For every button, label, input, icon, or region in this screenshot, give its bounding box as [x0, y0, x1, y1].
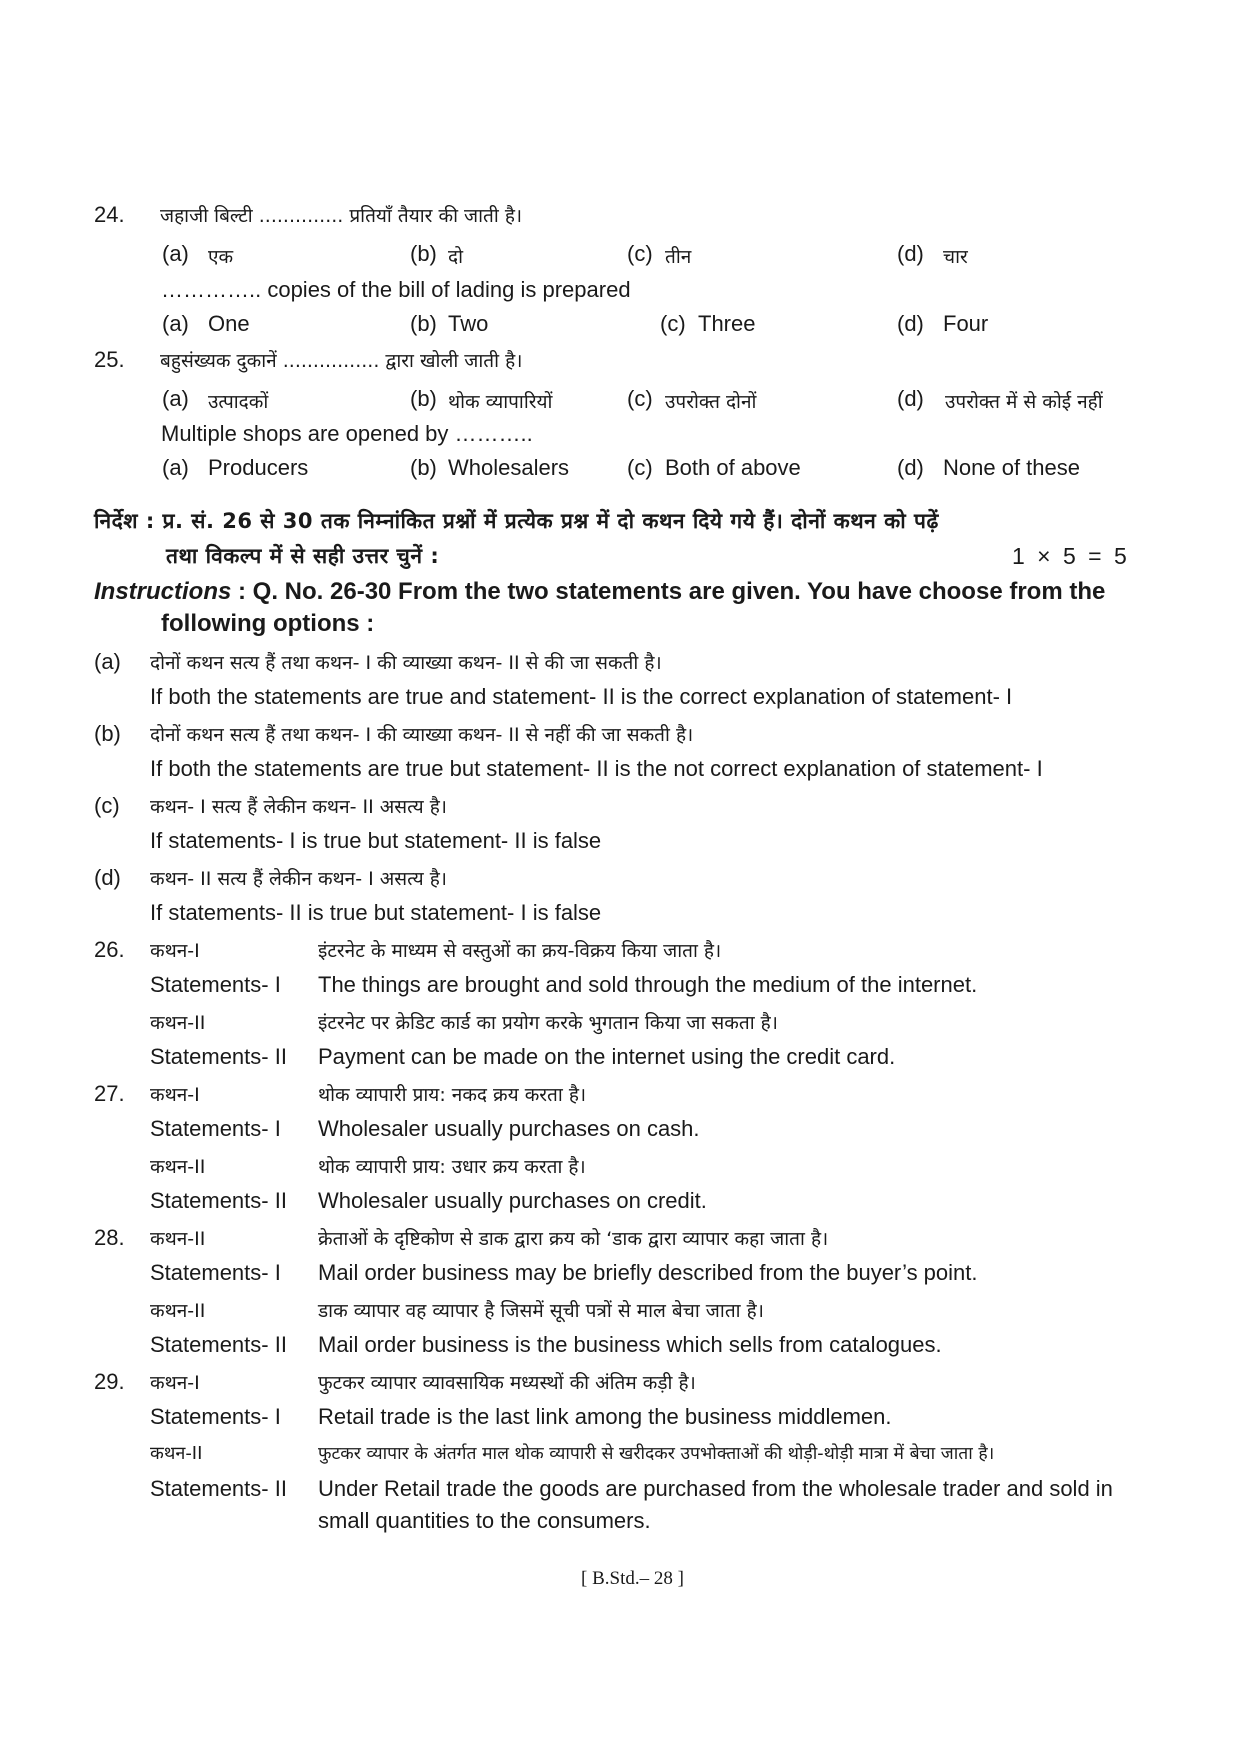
page-footer: [ B.Std.– 28 ]	[581, 1568, 684, 1589]
option-text-english: One	[208, 311, 250, 336]
option-text-hindi: तीन	[665, 246, 692, 268]
option-label: (a)	[162, 386, 189, 411]
statement-1-label-english: Statements- I	[150, 972, 281, 997]
statement-2-hindi: फुटकर व्यापार के अंतर्गत माल थोक व्यापारी से खरीदकर उपभोक्ताओं की थोड़ी-थोड़ी मात्रा में बेचा जाता है।	[318, 1444, 995, 1464]
option-text-hindi: चार	[943, 246, 968, 268]
answer-option-english: If both the statements are true and statement- II is the correct explanation of statement- I	[150, 684, 1013, 709]
statement-2-hindi: इंटरनेट पर क्रेडिट कार्ड का प्रयोग करके भुगतान किया जा सकता है।	[318, 1012, 778, 1034]
answer-option-label: (d)	[94, 865, 121, 890]
statement-1-hindi: थोक व्यापारी प्राय: नकद क्रय करता है।	[318, 1084, 587, 1106]
statement-2-english: Payment can be made on the internet using the credit card.	[318, 1044, 896, 1069]
question-number: 24.	[94, 202, 125, 227]
answer-option-hindi: दोनों कथन सत्य हैं तथा कथन- I की व्याख्या कथन- II से की जा सकती है।	[150, 652, 662, 674]
answer-option-hindi: कथन- I सत्य हैं लेकीन कथन- II असत्य है।	[150, 796, 447, 818]
instructions-label: Instructions	[94, 578, 232, 605]
instructions-line-1	[94, 578, 1105, 606]
statement-1-label-english: Statements- I	[150, 1260, 281, 1285]
statement-2-english: Wholesaler usually purchases on credit.	[318, 1188, 707, 1213]
question-number: 27.	[94, 1081, 125, 1106]
statement-1-english: Mail order business may be briefly described from the buyer’s point.	[318, 1260, 978, 1285]
question-number: 25.	[94, 347, 125, 372]
statement-1-label-hindi: कथन-I	[150, 1372, 200, 1394]
statement-1-label-english: Statements- I	[150, 1404, 281, 1429]
option-text-hindi: उत्पादकों	[208, 391, 269, 413]
option-text-hindi: दो	[448, 246, 464, 268]
statement-1-label-hindi: कथन-II	[150, 1228, 206, 1250]
question-text-english: Multiple shops are opened by ………..	[161, 421, 533, 446]
statement-2-label-hindi: कथन-II	[150, 1156, 206, 1178]
option-label: (c)	[627, 386, 653, 411]
statement-2-label-english: Statements- II	[150, 1476, 287, 1501]
option-label: (c)	[627, 241, 653, 266]
option-label: (c)	[660, 311, 686, 336]
statement-2-label-english: Statements- II	[150, 1332, 287, 1357]
answer-option-hindi: कथन- II सत्य हैं लेकीन कथन- I असत्य है।	[150, 868, 447, 890]
answer-option-english: If both the statements are true but statement- II is the not correct explanation of statement- I	[150, 756, 1043, 781]
marks-allocation: 1 × 5 = 5	[1012, 543, 1130, 569]
statement-1-english: The things are brought and sold through the medium of the internet.	[318, 972, 978, 997]
statement-1-label-hindi: कथन-I	[150, 940, 200, 962]
statement-2-label-hindi: कथन-II	[150, 1443, 203, 1464]
statement-1-hindi: फुटकर व्यापार व्यावसायिक मध्यस्थों की अंतिम कड़ी है।	[318, 1372, 696, 1394]
statement-2-english: Under Retail trade the goods are purchased from the wholesale trader and sold in	[318, 1476, 1113, 1501]
option-label: (b)	[410, 241, 437, 266]
option-text-english: Two	[448, 311, 489, 336]
option-text-hindi: उपरोक्त में से कोई नहीं	[945, 391, 1103, 413]
statement-1-label-english: Statements- I	[150, 1116, 281, 1141]
option-label: (c)	[627, 455, 653, 480]
question-text-english: ………….. copies of the bill of lading is prepared	[161, 277, 631, 302]
option-label: (d)	[897, 386, 924, 411]
answer-option-english: If statements- I is true but statement- II is false	[150, 828, 602, 853]
option-label: (d)	[897, 455, 924, 480]
option-text-hindi: एक	[208, 246, 234, 268]
question-number: 28.	[94, 1225, 125, 1250]
statement-2-label-hindi: कथन-II	[150, 1012, 206, 1034]
directions-line-1: निर्देश : प्र. सं. 26 से 30 तक निम्नांकित प्रश्नों में प्रत्येक प्रश्न में दो कथन दिये गये हैं। दोनों कथन को पढ़ें	[94, 509, 939, 533]
option-text-hindi: थोक व्यापारियों	[448, 391, 553, 413]
answer-option-label: (a)	[94, 649, 121, 674]
instructions-text: : Q. No. 26-30 From the two statements are given. You have choose from the	[231, 578, 1106, 605]
option-label: (a)	[162, 311, 189, 336]
option-label: (b)	[410, 386, 437, 411]
question-number: 29.	[94, 1369, 125, 1394]
statement-1-hindi: इंटरनेट के माध्यम से वस्तुओं का क्रय-विक्रय किया जाता है।	[318, 940, 722, 962]
option-label: (a)	[162, 455, 189, 480]
option-text-english: Wholesalers	[448, 455, 570, 480]
statement-1-hindi: क्रेताओं के दृष्टिकोण से डाक द्वारा क्रय को ‘डाक द्वारा व्यापार कहा जाता है।	[318, 1228, 829, 1250]
option-text-english: Both of above	[665, 455, 801, 480]
option-label: (b)	[410, 455, 437, 480]
option-label: (b)	[410, 311, 437, 336]
option-text-english: Four	[943, 311, 989, 336]
statement-2-english-continued: small quantities to the consumers.	[318, 1508, 651, 1533]
option-label: (d)	[897, 311, 924, 336]
statement-1-english: Wholesaler usually purchases on cash.	[318, 1116, 700, 1141]
statement-2-label-english: Statements- II	[150, 1188, 287, 1213]
question-text-hindi: जहाजी बिल्टी .............. प्रतियाँ तैयार की जाती है।	[160, 205, 523, 227]
answer-option-hindi: दोनों कथन सत्य हैं तथा कथन- I की व्याख्या कथन- II से नहीं की जा सकती है।	[150, 724, 694, 746]
statement-2-label-english: Statements- II	[150, 1044, 287, 1069]
statement-2-hindi: थोक व्यापारी प्राय: उधार क्रय करता है।	[318, 1156, 586, 1178]
instructions-line-2: following options :	[161, 610, 375, 637]
answer-option-english: If statements- II is true but statement- I is false	[150, 900, 602, 925]
option-text-hindi: उपरोक्त दोनों	[665, 391, 757, 413]
statement-2-english: Mail order business is the business which sells from catalogues.	[318, 1332, 942, 1357]
answer-option-label: (b)	[94, 721, 121, 746]
option-text-english: Producers	[208, 455, 309, 480]
option-label: (a)	[162, 241, 189, 266]
option-text-english: Three	[698, 311, 756, 336]
option-label: (d)	[897, 241, 924, 266]
answer-option-label: (c)	[94, 793, 120, 818]
directions-line-2: तथा विकल्प में से सही उत्तर चुनें :	[166, 544, 440, 568]
statement-2-hindi: डाक व्यापार वह व्यापार है जिसमें सूची पत्रों से माल बेचा जाता है।	[318, 1300, 764, 1322]
statement-2-label-hindi: कथन-II	[150, 1300, 206, 1322]
statement-1-english: Retail trade is the last link among the business middlemen.	[318, 1404, 892, 1429]
option-text-english: None of these	[943, 455, 1080, 480]
question-text-hindi: बहुसंख्यक दुकानें ................ द्वारा खोली जाती है।	[160, 350, 523, 372]
statement-1-label-hindi: कथन-I	[150, 1084, 200, 1106]
question-number: 26.	[94, 937, 125, 962]
